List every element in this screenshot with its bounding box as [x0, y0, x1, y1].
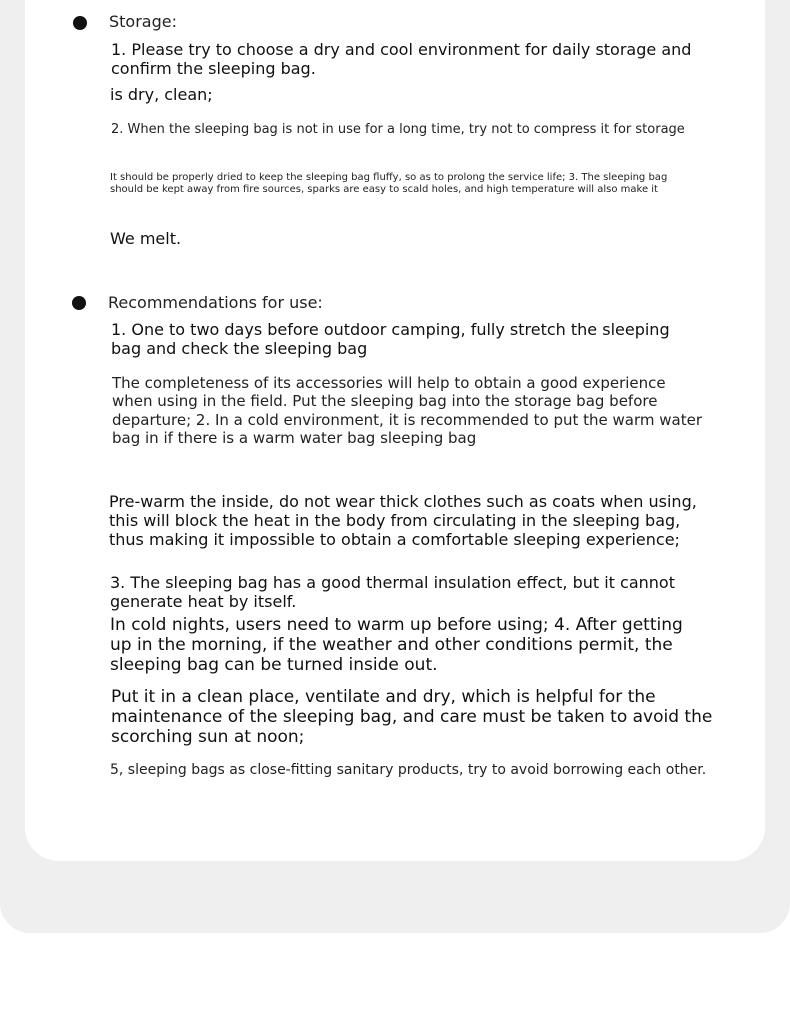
storage-paragraph-3: 2. When the sleeping bag is not in use for a long time, try not to compress it for storage: [111, 122, 685, 137]
recommendations-paragraph-4: 3. The sleeping bag has a good thermal insulation effect, but it cannot generate heat by itself.: [110, 573, 675, 611]
recommendations-paragraph-3: Pre-warm the inside, do not wear thick clothes such as coats when using, this will block the heat in the body from circulating in the sleeping bag, thus making it impossible to obtain a comfortable sleeping experience;: [109, 492, 697, 549]
recommendations-bullet-icon: [72, 296, 86, 310]
storage-heading: Storage:: [109, 12, 177, 31]
recommendations-paragraph-7: 5, sleeping bags as close-fitting sanitary products, try to avoid borrowing each other.: [110, 762, 707, 778]
recommendations-paragraph-1: 1. One to two days before outdoor camping, fully stretch the sleeping bag and check the sleeping bag: [111, 320, 670, 358]
storage-paragraph-4: It should be properly dried to keep the sleeping bag fluffy, so as to prolong the service life; 3. The sleeping bag should be kept away from fire sources, sparks are easy to scald holes, and high temperature will also make it: [110, 172, 668, 195]
recommendations-paragraph-5: In cold nights, users need to warm up before using; 4. After getting up in the morning, if the weather and other conditions permit, the sleeping bag can be turned inside out.: [110, 615, 683, 675]
recommendations-paragraph-6: Put it in a clean place, ventilate and dry, which is helpful for the maintenance of the sleeping bag, and care must be taken to avoid the scorching sun at noon;: [111, 687, 713, 747]
recommendations-paragraph-2: The completeness of its accessories will help to obtain a good experience when using in the field. Put the sleeping bag into the storage bag before departure; 2. In a cold environment, it is recommended to put the warm water bag in if there is a warm water bag sleeping bag: [112, 374, 703, 447]
storage-paragraph-5: We melt.: [110, 229, 182, 248]
storage-bullet-icon: [73, 16, 87, 30]
storage-paragraph-1: 1. Please try to choose a dry and cool environment for daily storage and confirm the sleeping bag.: [111, 40, 692, 78]
recommendations-heading: Recommendations for use:: [108, 293, 323, 312]
storage-paragraph-2: is dry, clean;: [110, 85, 213, 104]
